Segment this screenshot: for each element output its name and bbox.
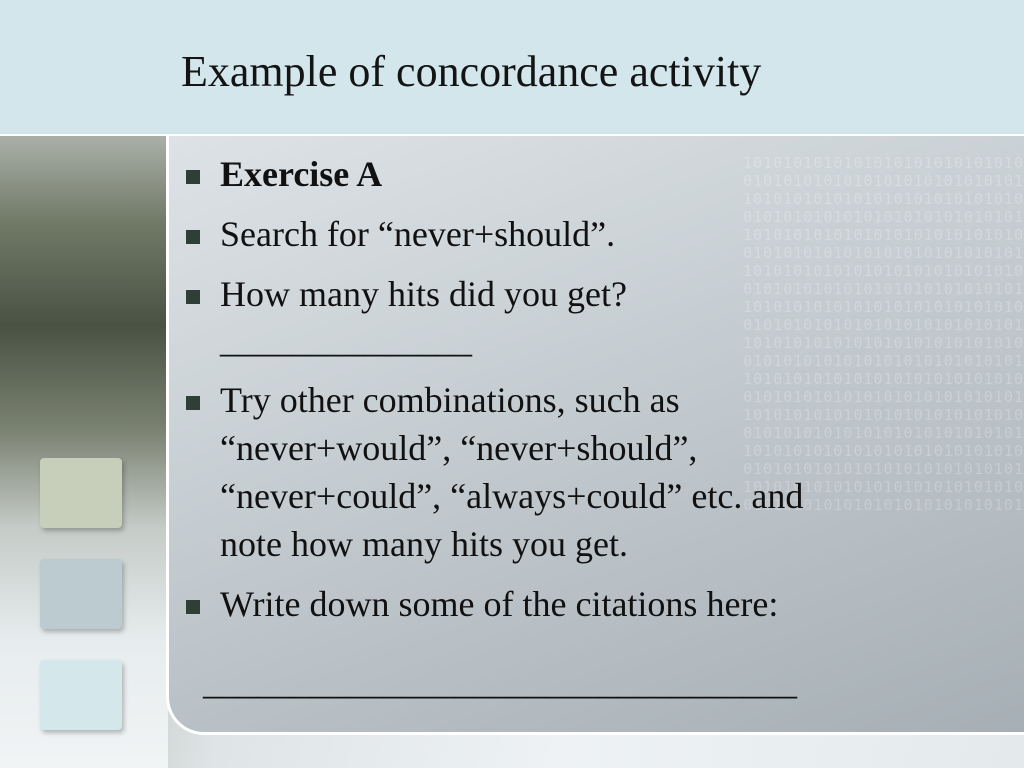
bullet-search	[184, 210, 984, 258]
try-line-4: note how many hits you get.	[220, 524, 628, 564]
bullet-square-icon	[186, 230, 200, 244]
binary-background-texture: 1010101010101010101010101010 0101010101010101010101010101 1010101010101010101010101010 0101010101010101010101010101 1010101010101010101010101010 0101010101010101010101010101 1010101010101010101010101010 0101010101010101010101010101 1010101010101010101010101010 0101010101010101010101010101 1010101010101010101010101010 0101010101010101010101010101 1010101010101010101010101010 0101010101010101010101010101 1010101010101010101010101010 0101010101010101010101010101 1010101010101010101010101010 0101010101010101010101010101 1010101010101010101010101010 0101010101010101010101010101	[743, 154, 1024, 514]
try-line-3: “never+could”, “always+could” etc. and	[220, 476, 804, 516]
title-band	[0, 0, 1024, 136]
bullet-write-citations	[184, 580, 984, 628]
citations-answer-blank: _________________________________	[203, 662, 797, 702]
bullet-hits	[184, 270, 984, 364]
slide-title: Example of concordance activity	[181, 47, 762, 96]
hits-answer-blank: ______________	[220, 320, 472, 360]
bullet-square-icon	[186, 290, 200, 304]
bullet-list	[184, 150, 984, 640]
hits-question: How many hits did you get?	[220, 274, 627, 314]
search-instruction: Search for “never+should”.	[220, 214, 616, 254]
exercise-heading: Exercise A	[220, 154, 383, 194]
bullet-exercise	[184, 150, 984, 198]
bullet-square-icon	[186, 600, 200, 614]
bullet-try-combinations	[184, 376, 984, 568]
decorative-swatch-olive	[40, 458, 122, 528]
decorative-swatch-gray-blue	[40, 559, 122, 629]
write-instruction: Write down some of the citations here:	[220, 584, 779, 624]
bullet-square-icon	[186, 170, 200, 184]
try-line-2: “never+would”, “never+should”,	[220, 428, 698, 468]
bullet-square-icon	[186, 396, 200, 410]
decorative-swatch-light-blue	[40, 660, 122, 730]
try-line-1: Try other combinations, such as	[220, 380, 680, 420]
